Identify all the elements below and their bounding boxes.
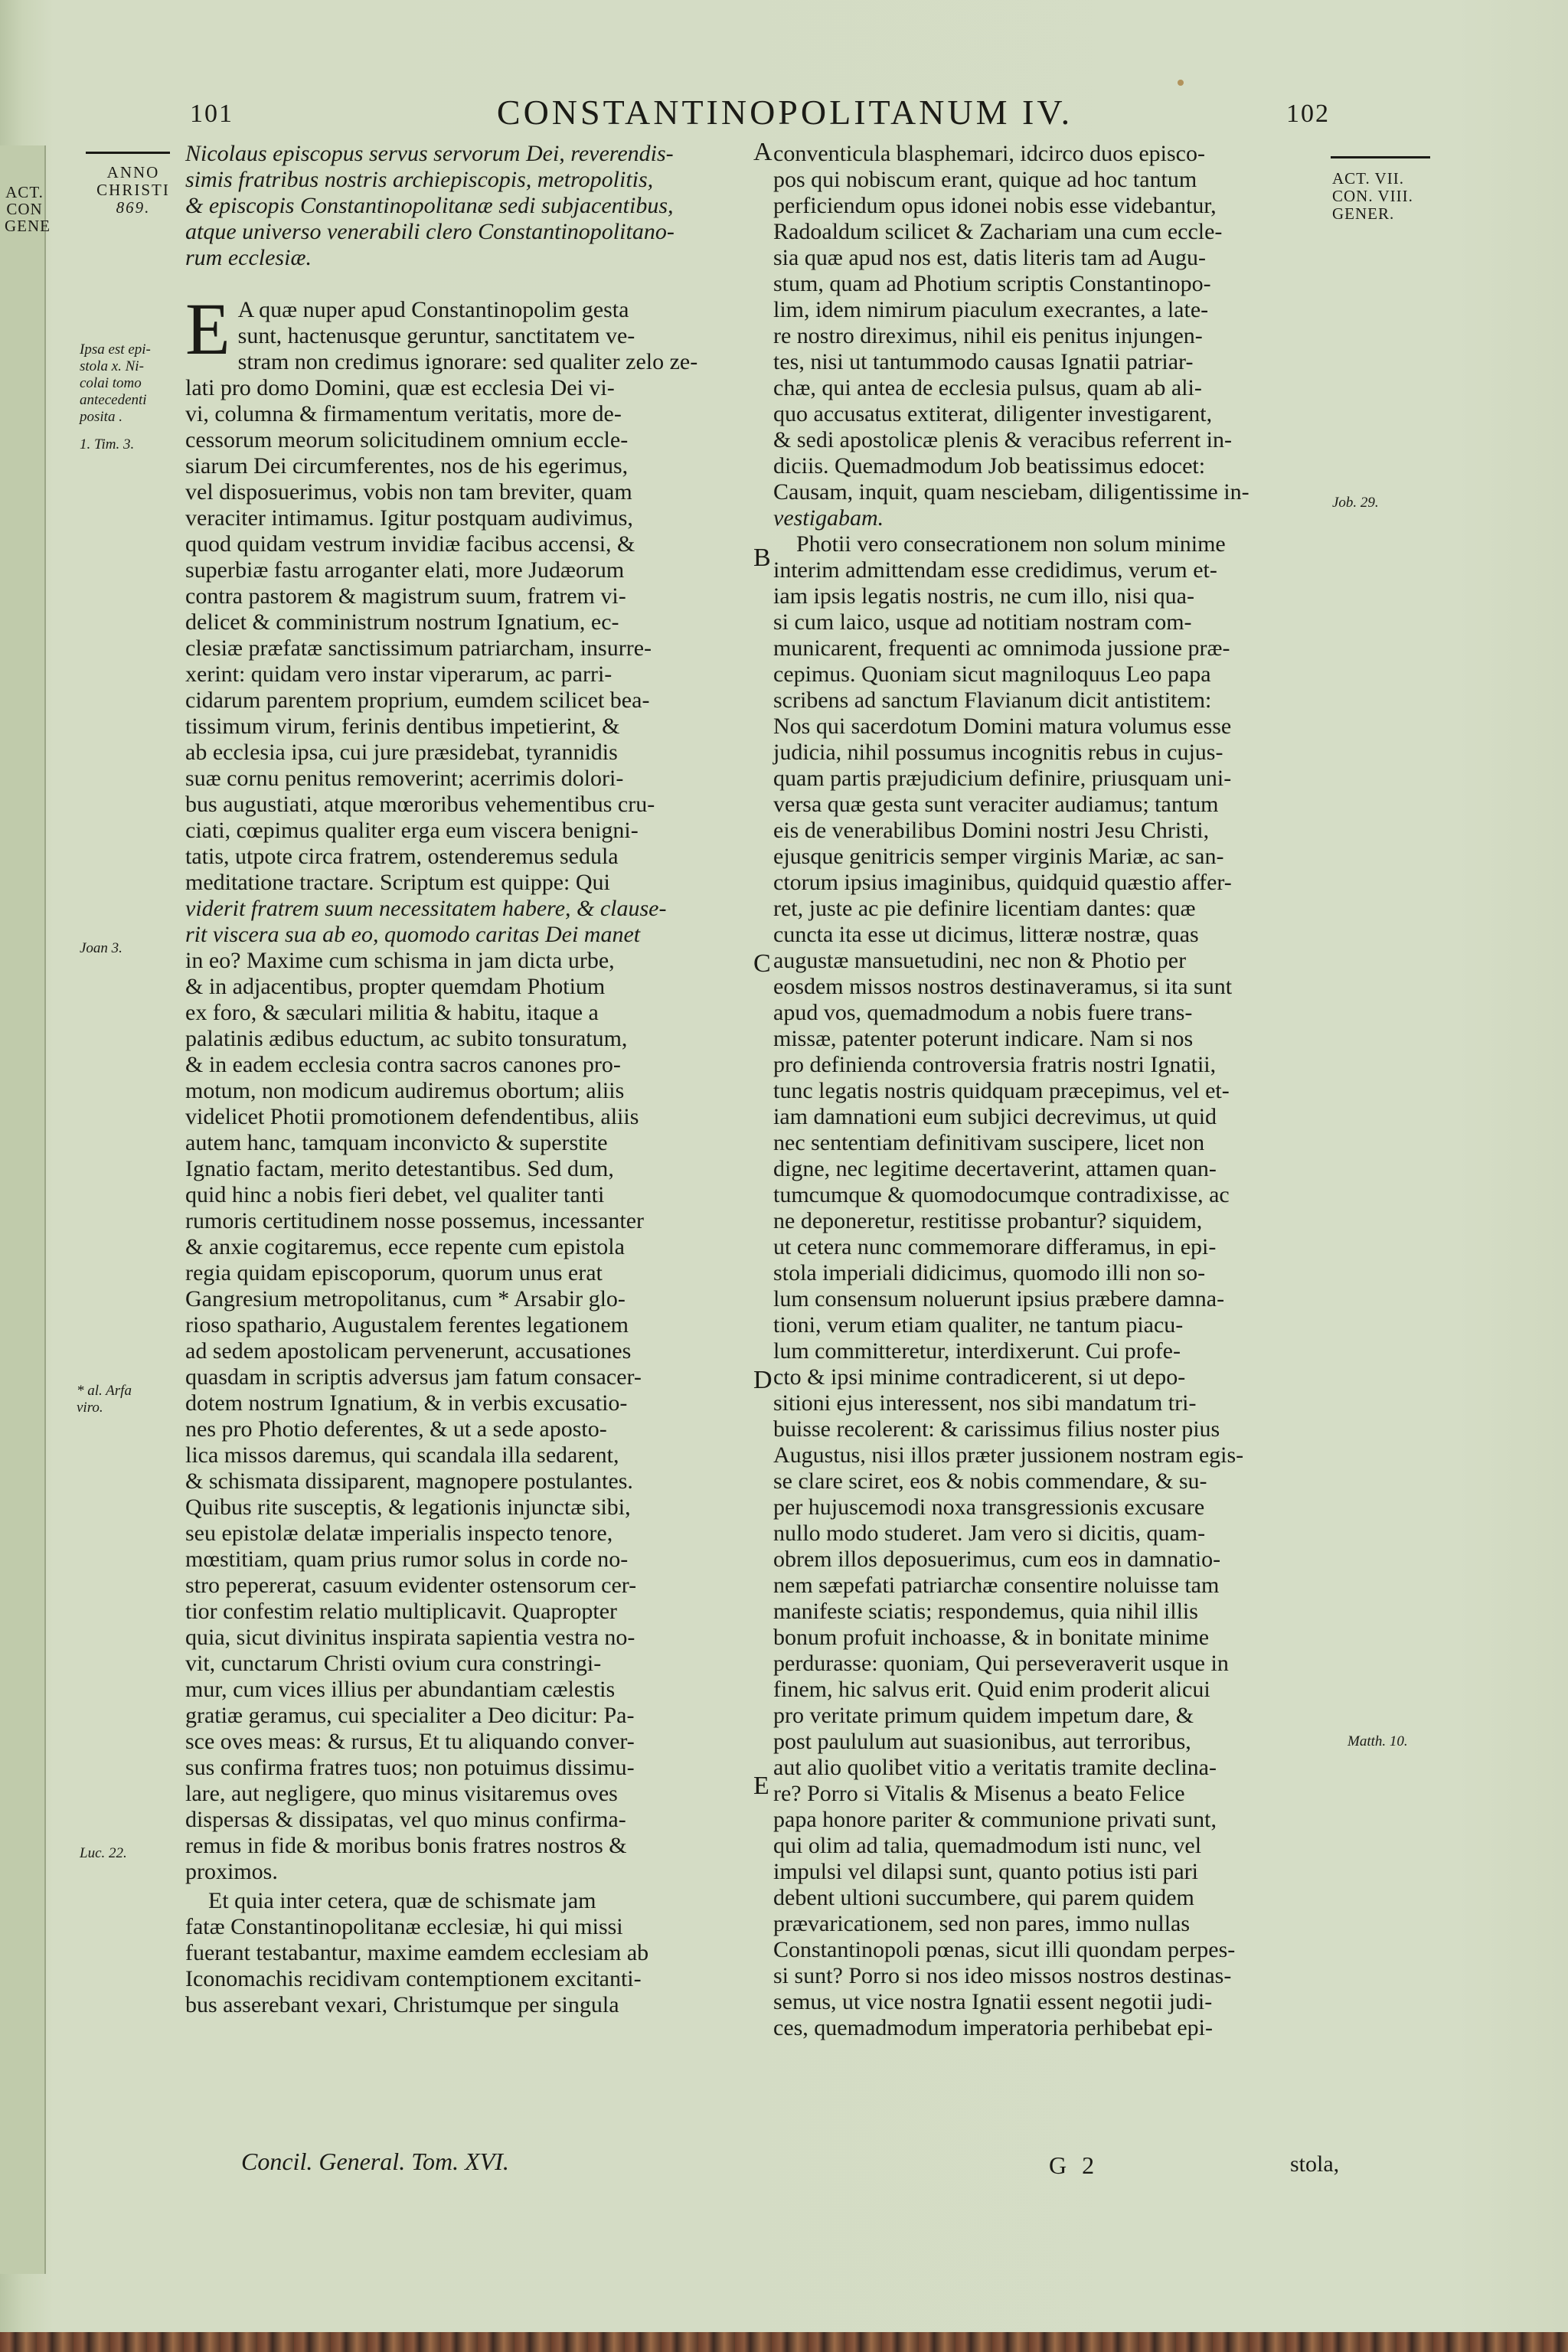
text-line: ad sedem apostolicam pervenerunt, accusationes bbox=[185, 1338, 632, 1364]
right-column bbox=[773, 141, 1328, 2041]
act-label: ACT. VII. bbox=[1332, 169, 1404, 188]
text-line: tunc legatis nostris quidquam præcepimus, vel et- bbox=[773, 1078, 1230, 1103]
text-line: pro veritate primum quidem impetum dare, & bbox=[773, 1703, 1194, 1728]
previous-page-edge bbox=[0, 145, 51, 2274]
text-line: bonum profuit inchoasse, & in bonitate minime bbox=[773, 1625, 1210, 1650]
text-line: interim admittendam esse credidimus, verum et- bbox=[773, 557, 1217, 583]
text-line: viderit fratrem suum necessitatem habere, & clause- bbox=[185, 896, 667, 921]
text-line: bus augustiati, atque mœroribus vehementibus cru- bbox=[185, 792, 655, 817]
text-line: sia quæ apud nos est, datis literis tam ad Augu- bbox=[773, 245, 1206, 270]
text-line: versa quæ gesta sunt veraciter audiamus; tantum bbox=[773, 792, 1219, 817]
paper-blemish bbox=[1178, 80, 1184, 86]
text-line: si sunt? Porro si nos ideo missos nostros destinas- bbox=[773, 1963, 1232, 1988]
text-line: veraciter intimamus. Igitur postquam audivimus, bbox=[185, 505, 633, 531]
text-line: dispersas & dissipatas, vel quo minus confirma- bbox=[185, 1807, 626, 1832]
text-line: chæ, qui antea de ecclesia pulsus, quam ab ali- bbox=[773, 375, 1202, 400]
text-line: lum consensum noluerunt ipsius præbere damna- bbox=[773, 1286, 1225, 1312]
text-line: ut cetera nunc commemorare differamus, in epi- bbox=[773, 1234, 1217, 1259]
text-line: ne deponeretur, restitisse probantur? siquidem, bbox=[773, 1208, 1203, 1233]
page-number-left: 101 bbox=[190, 100, 234, 128]
text-line: vestigabam. bbox=[773, 505, 884, 531]
text-line: quod quidam vestrum invidiæ facibus accensi, & bbox=[185, 531, 635, 557]
text-line: augustæ mansuetudini, nec non & Photio per bbox=[773, 948, 1187, 973]
signature-mark: G 2 bbox=[1049, 2151, 1099, 2179]
text-line: in eo? Maxime cum schisma in jam dicta urbe, bbox=[185, 948, 615, 973]
right-margin-rule bbox=[1331, 156, 1430, 158]
text-line: rit viscera sua ab eo, quomodo caritas Dei manet bbox=[185, 922, 641, 947]
text-line: palatinis ædibus eductum, ac subito tonsuratum, bbox=[185, 1026, 628, 1051]
paragraph-body bbox=[185, 349, 748, 1885]
text-line: nec sententiam definitivam suscipere, licet non bbox=[773, 1130, 1205, 1155]
margin-note-line: posita . bbox=[80, 409, 122, 425]
text-line: quo accusatus extiterat, diligenter investigarent, bbox=[773, 401, 1213, 426]
text-line: Causam, inquit, quam nesciebam, diligentissime in- bbox=[773, 479, 1250, 505]
text-line: stola imperiali didicimus, quomodo illi non so- bbox=[773, 1260, 1206, 1285]
text-line: buisse recolerent: & carissimus filius noster pius bbox=[773, 1416, 1220, 1442]
text-line: motum, non modicum audiremus obortum; aliis bbox=[185, 1078, 625, 1103]
text-line: quam partis præjudicium definire, priusquam uni- bbox=[773, 766, 1232, 791]
text-line: Et quia inter cetera, quæ de schismate jam bbox=[208, 1888, 596, 1913]
text-line: videlicet Photii promotionem defendentibus, aliis bbox=[185, 1104, 639, 1129]
opening-paragraph bbox=[185, 288, 748, 1885]
section-marker-e: E bbox=[753, 1772, 769, 1800]
section-marker-b: B bbox=[753, 544, 771, 572]
text-line: obrem illos deposuerimus, cum eos in damnatio- bbox=[773, 1547, 1221, 1572]
text-line: lum committeretur, interdixerunt. Cui profe- bbox=[773, 1338, 1181, 1364]
prev-margin-line: GENE bbox=[5, 217, 51, 235]
text-line: dotem nostrum Ignatium, & in verbis excusatio- bbox=[185, 1390, 628, 1416]
text-line: pro definienda controversia fratris nostri Ignatii, bbox=[773, 1052, 1217, 1077]
text-line: fatæ Constantinopolitanæ ecclesiæ, hi qui missi bbox=[185, 1914, 623, 1939]
text-line: perficiendum opus idonei nobis esse videbantur, bbox=[773, 193, 1217, 218]
text-line: Radoaldum scilicet & Zachariam una cum eccle- bbox=[773, 219, 1223, 244]
act-label: CON. VIII. bbox=[1332, 187, 1413, 205]
text-line: manifeste sciatis; respondemus, quia nihil illis bbox=[773, 1599, 1198, 1624]
text-line: aut alio quolibet vitio a veritatis tramite declina- bbox=[773, 1755, 1217, 1780]
text-line: lati pro domo Domini, quæ est ecclesia Dei vi- bbox=[185, 375, 615, 400]
margin-ref-arfa bbox=[77, 1383, 179, 1416]
left-margin-rule bbox=[86, 152, 170, 154]
text-line: nes pro Photio deferentes, & ut a sede aposto- bbox=[185, 1416, 607, 1442]
text-line: nem sæpefati patriarchæ consentire noluisse tam bbox=[773, 1573, 1220, 1598]
text-line: lare, aut negligere, quo minus visitaremus oves bbox=[185, 1781, 618, 1806]
margin-ref-luc: Luc. 22. bbox=[80, 1845, 127, 1861]
text-line: iam damnationi eum subjici decrevimus, ut quid bbox=[773, 1104, 1217, 1129]
left-column bbox=[185, 141, 748, 2018]
text-line: sunt, hactenusque geruntur, sanctitatem ve- bbox=[237, 323, 635, 348]
text-line: tioni, verum etiam qualiter, ne tantum piacu- bbox=[773, 1312, 1184, 1338]
text-line: contra pastorem & magistrum suum, fratrem vi- bbox=[185, 583, 626, 609]
text-line: mœstitiam, quam prius rumor solus in corde no- bbox=[185, 1547, 629, 1572]
text-line: ces, quemadmodum imperatoria perhibebat epi- bbox=[773, 2015, 1213, 2040]
right-column-body bbox=[773, 141, 1328, 2041]
text-line: conventicula blasphemari, idcirco duos episco- bbox=[773, 141, 1205, 166]
text-line: ciati, cœpimus qualiter erga eum viscera benigni- bbox=[185, 818, 639, 843]
text-line: semus, ut vice nostra Ignatii essent negotii judi- bbox=[773, 1989, 1213, 2014]
text-line: re nostro direximus, nihil eis penitus injungen- bbox=[773, 323, 1203, 348]
text-line: rioso spathario, Augustalem ferentes legationem bbox=[185, 1312, 629, 1338]
text-line: quid hinc a nobis fieri debet, vel qualiter tanti bbox=[185, 1182, 605, 1207]
text-line: digne, nec legitime decertaverint, attamen quan- bbox=[773, 1156, 1217, 1181]
text-line: & schismata dissiparent, magnopere postulantes. bbox=[185, 1468, 633, 1494]
text-line: iam ipsis legatis nostris, ne cum illo, nisi qua- bbox=[773, 583, 1194, 609]
text-line: post paululum aut suasionibus, aut terroribus, bbox=[773, 1729, 1191, 1754]
text-line: Augustus, nisi illos præter jussionem nostram egis- bbox=[773, 1442, 1244, 1468]
text-line: nullo modo studeret. Jam vero si dicitis, quam- bbox=[773, 1521, 1206, 1546]
text-line: apud vos, quemadmodum a nobis fuere trans- bbox=[773, 1000, 1193, 1025]
text-line: papa honore pariter & communione privati sunt, bbox=[773, 1807, 1217, 1832]
section-marker-c: C bbox=[753, 949, 771, 978]
act-label: GENER. bbox=[1332, 204, 1395, 223]
margin-ref-job: Job. 29. bbox=[1332, 495, 1379, 511]
text-line: si cum laico, usque ad notitiam nostram com- bbox=[773, 609, 1192, 635]
prev-margin-line: CON bbox=[6, 200, 43, 218]
text-line: simis fratribus nostris archiepiscopis, metropolitis, bbox=[185, 167, 654, 192]
catchword: stola, bbox=[1290, 2151, 1340, 2177]
text-line: fuerant testabantur, maxime eamdem ecclesiam ab bbox=[185, 1940, 649, 1965]
text-line: sus confirma fratres tuos; non potuimus dissimu- bbox=[185, 1755, 635, 1780]
text-line: eis de venerabilibus Domini nostri Jesu Christi, bbox=[773, 818, 1210, 843]
text-line: clesiæ præfatæ sanctissimum patriarcham, insurre- bbox=[185, 635, 652, 661]
text-line: stro pepererat, casuum evidenter ostensorum cer- bbox=[185, 1573, 637, 1598]
text-line: ab ecclesia ipsa, cui jure præsidebat, tyrannidis bbox=[185, 740, 618, 765]
text-line: & in adjacentibus, propter quemdam Photium bbox=[185, 974, 606, 999]
running-title: CONSTANTINOPOLITANUM IV. bbox=[496, 93, 1073, 132]
margin-ref-matth: Matth. 10. bbox=[1348, 1733, 1408, 1749]
drop-cap: E bbox=[185, 288, 230, 370]
text-line: & episcopis Constantinopolitanæ sedi subjacentibus, bbox=[185, 193, 674, 218]
text-line: cessorum meorum solicitudinem omnium eccle- bbox=[185, 427, 629, 452]
text-line: Nicolaus episcopus servus servorum Dei, reverendis- bbox=[185, 141, 674, 166]
footer-volume: Concil. General. Tom. XVI. bbox=[241, 2148, 509, 2175]
text-line: diciis. Quemadmodum Job beatissimus edocet: bbox=[773, 453, 1206, 479]
text-line: & anxie cogitaremus, ecce repente cum epistola bbox=[185, 1234, 625, 1259]
second-paragraph bbox=[185, 1888, 748, 2018]
page-number-right: 102 bbox=[1286, 100, 1330, 128]
salutation bbox=[185, 141, 748, 271]
margin-note-line: viro. bbox=[77, 1400, 103, 1416]
text-line: vel disposuerimus, vobis non tam breviter, quam bbox=[185, 479, 632, 505]
text-line: tissimum virum, ferinis dentibus impetierint, & bbox=[185, 714, 620, 739]
text-line: rum ecclesiæ. bbox=[185, 245, 312, 270]
text-line: autem hanc, tamquam inconvicto & superstite bbox=[185, 1130, 608, 1155]
text-line: Ignatio factam, merito detestantibus. Sed dum, bbox=[185, 1156, 614, 1181]
text-line: quia, sicut divinitus inspirata sapientia vestra no- bbox=[185, 1625, 635, 1650]
text-line: eosdem missos nostros destinaveramus, si ita sunt bbox=[773, 974, 1233, 999]
text-line: superbiæ fastu arroganter elati, more Judæorum bbox=[185, 557, 625, 583]
text-line: Nos qui sacerdotum Domini matura volumus esse bbox=[773, 714, 1232, 739]
text-line: judicia, nihil possumus incognitis rebus in cujus- bbox=[773, 740, 1223, 765]
christi-label: CHRISTI bbox=[96, 181, 170, 199]
text-line: vit, cunctarum Christi ovium cura constringi- bbox=[185, 1651, 602, 1676]
text-line: quasdam in scriptis adversus jam fatum consacer- bbox=[185, 1364, 642, 1390]
text-line: mur, cum vices illius per abundantiam cælestis bbox=[185, 1677, 616, 1702]
text-line: scribens ad sanctum Flavianum dicit antistitem: bbox=[773, 688, 1212, 713]
text-line: lica missos daremus, qui scandala illa sedarent, bbox=[185, 1442, 619, 1468]
text-line: qui olim ad talia, quemadmodum isti nunc, vel bbox=[773, 1833, 1202, 1858]
text-line: delicet & comministrum nostrum Ignatium, ec- bbox=[185, 609, 619, 635]
margin-note-line: stola x. Ni- bbox=[80, 358, 144, 374]
page-bottom-edge bbox=[0, 2332, 1568, 2352]
text-line: lim, idem nimirum piaculum execrantes, a late- bbox=[773, 297, 1209, 322]
margin-ref-tim: 1. Tim. 3. bbox=[80, 436, 135, 452]
text-line: tes, nisi ut tantummodo causas Ignatii patriar- bbox=[773, 349, 1194, 374]
text-line: & in eadem ecclesia contra sacros canones pro- bbox=[185, 1052, 621, 1077]
text-line: prævaricationem, sed non pares, immo nullas bbox=[773, 1911, 1191, 1936]
text-line: Quibus rite susceptis, & legationis injunctæ sibi, bbox=[185, 1494, 631, 1520]
prev-margin-line: ACT. bbox=[5, 183, 44, 201]
previous-page-margin bbox=[5, 183, 51, 235]
text-line: impulsi vel dilapsi sunt, quanto potius isti pari bbox=[773, 1859, 1198, 1884]
text-line: finem, hic salvus erit. Quid enim proderit alicui bbox=[773, 1677, 1210, 1702]
anno-label: ANNO bbox=[106, 163, 160, 181]
margin-note-line: * al. Arfa bbox=[77, 1383, 132, 1399]
text-line: Gangresium metropolitanus, cum * Arsabir glo- bbox=[185, 1286, 626, 1312]
text-line: bus asserebant vexari, Christumque per singula bbox=[185, 1992, 619, 2017]
text-line: ex foro, & sæculari militia & habitu, itaque a bbox=[185, 1000, 599, 1025]
text-line: tatis, utpote circa fratrem, ostenderemus sedula bbox=[185, 844, 619, 869]
text-line: seu epistolæ delatæ imperialis inspecto tenore, bbox=[185, 1521, 613, 1546]
text-line: proximos. bbox=[185, 1859, 278, 1884]
text-line: Photii vero consecrationem non solum minime bbox=[796, 531, 1226, 557]
year-note bbox=[86, 164, 181, 217]
text-line: debent ultioni succumbere, qui parem quidem bbox=[773, 1885, 1194, 1910]
text-line: ejusque genitricis semper virginis Mariæ, ac san- bbox=[773, 844, 1224, 869]
text-line: xerint: quidam vero instar viperarum, ac parri- bbox=[185, 662, 612, 687]
text-line: A quæ nuper apud Constantinopolim gesta bbox=[237, 297, 629, 322]
text-line: stum, quam ad Photium scriptis Constantinopo- bbox=[773, 271, 1211, 296]
text-line: sitioni ejus interessent, nos sibi mandatum tri- bbox=[773, 1390, 1197, 1416]
text-line: cuncta ita esse ut dicimus, litteræ nostræ, quas bbox=[773, 922, 1199, 947]
margin-ref-joan: Joan 3. bbox=[80, 940, 122, 956]
section-marker-a: A bbox=[753, 138, 773, 166]
margin-note-epistola bbox=[80, 341, 179, 426]
margin-note-line: colai tomo bbox=[80, 375, 142, 391]
text-line: suæ cornu penitus removerint; acerrimis dolori- bbox=[185, 766, 624, 791]
section-marker-d: D bbox=[753, 1366, 773, 1394]
text-line: per hujuscemodi noxa transgressionis excusare bbox=[773, 1494, 1205, 1520]
text-line: re? Porro si Vitalis & Misenus a beato Felice bbox=[773, 1781, 1185, 1806]
margin-note-line: antecedenti bbox=[80, 392, 147, 408]
text-line: municarent, frequenti ac omnimoda jussione præ- bbox=[773, 635, 1230, 661]
text-line: & sedi apostolicæ plenis & veracibus referrent in- bbox=[773, 427, 1232, 452]
text-line: missæ, patenter poterunt indicare. Nam si nos bbox=[773, 1026, 1194, 1051]
text-line: siarum Dei circumferentes, nos de his egerimus, bbox=[185, 453, 629, 479]
text-line: cepimus. Quoniam sicut magniloquus Leo papa bbox=[773, 662, 1211, 687]
text-line: ctorum ipsius imaginibus, quidquid quæstio affer- bbox=[773, 870, 1232, 895]
act-note bbox=[1332, 170, 1439, 223]
text-line: cidarum parentem proprium, eumdem scilicet bea- bbox=[185, 688, 650, 713]
text-line: sce oves meas: & rursus, Et tu aliquando conver- bbox=[185, 1729, 635, 1754]
text-line: meditatione tractare. Scriptum est quippe: Qui bbox=[185, 870, 610, 895]
text-line: pos qui nobiscum erant, quique ad hoc tantum bbox=[773, 167, 1197, 192]
text-line: rumoris certitudinem nosse possemus, incessanter bbox=[185, 1208, 645, 1233]
text-line: Constantinopoli pœnas, sicut illi quondam perpes- bbox=[773, 1937, 1236, 1962]
text-line: regia quidam episcoporum, quorum unus erat bbox=[185, 1260, 603, 1285]
text-line: ret, juste ac pie definire licentiam dantes: quæ bbox=[773, 896, 1196, 921]
year-label: 869. bbox=[116, 198, 151, 217]
text-line: se clare sciret, eos & nobis commendare, & su- bbox=[773, 1468, 1207, 1494]
text-line: gratiæ geramus, cui specialiter a Deo dicitur: Pa- bbox=[185, 1703, 635, 1728]
margin-note-line: Ipsa est epi- bbox=[80, 341, 151, 358]
text-line: Iconomachis recidivam contemptionem excitanti- bbox=[185, 1966, 642, 1991]
text-line: remus in fide & moribus bonis fratres nostros & bbox=[185, 1833, 627, 1858]
text-line: stram non credimus ignorare: sed qualiter zelo ze- bbox=[237, 349, 698, 374]
text-line: tumcumque & quomodocumque contradixisse, ac bbox=[773, 1182, 1230, 1207]
text-line: tior confestim relatio multiplicavit. Quapropter bbox=[185, 1599, 618, 1624]
text-line: perdurasse: quoniam, Qui perseveraverit usque in bbox=[773, 1651, 1229, 1676]
text-line: cto & ipsi minime contradicerent, si ut depo- bbox=[773, 1364, 1186, 1390]
text-line: vi, columna & firmamentum veritatis, more de- bbox=[185, 401, 622, 426]
text-line: atque universo venerabili clero Constantinopolitano- bbox=[185, 219, 675, 244]
